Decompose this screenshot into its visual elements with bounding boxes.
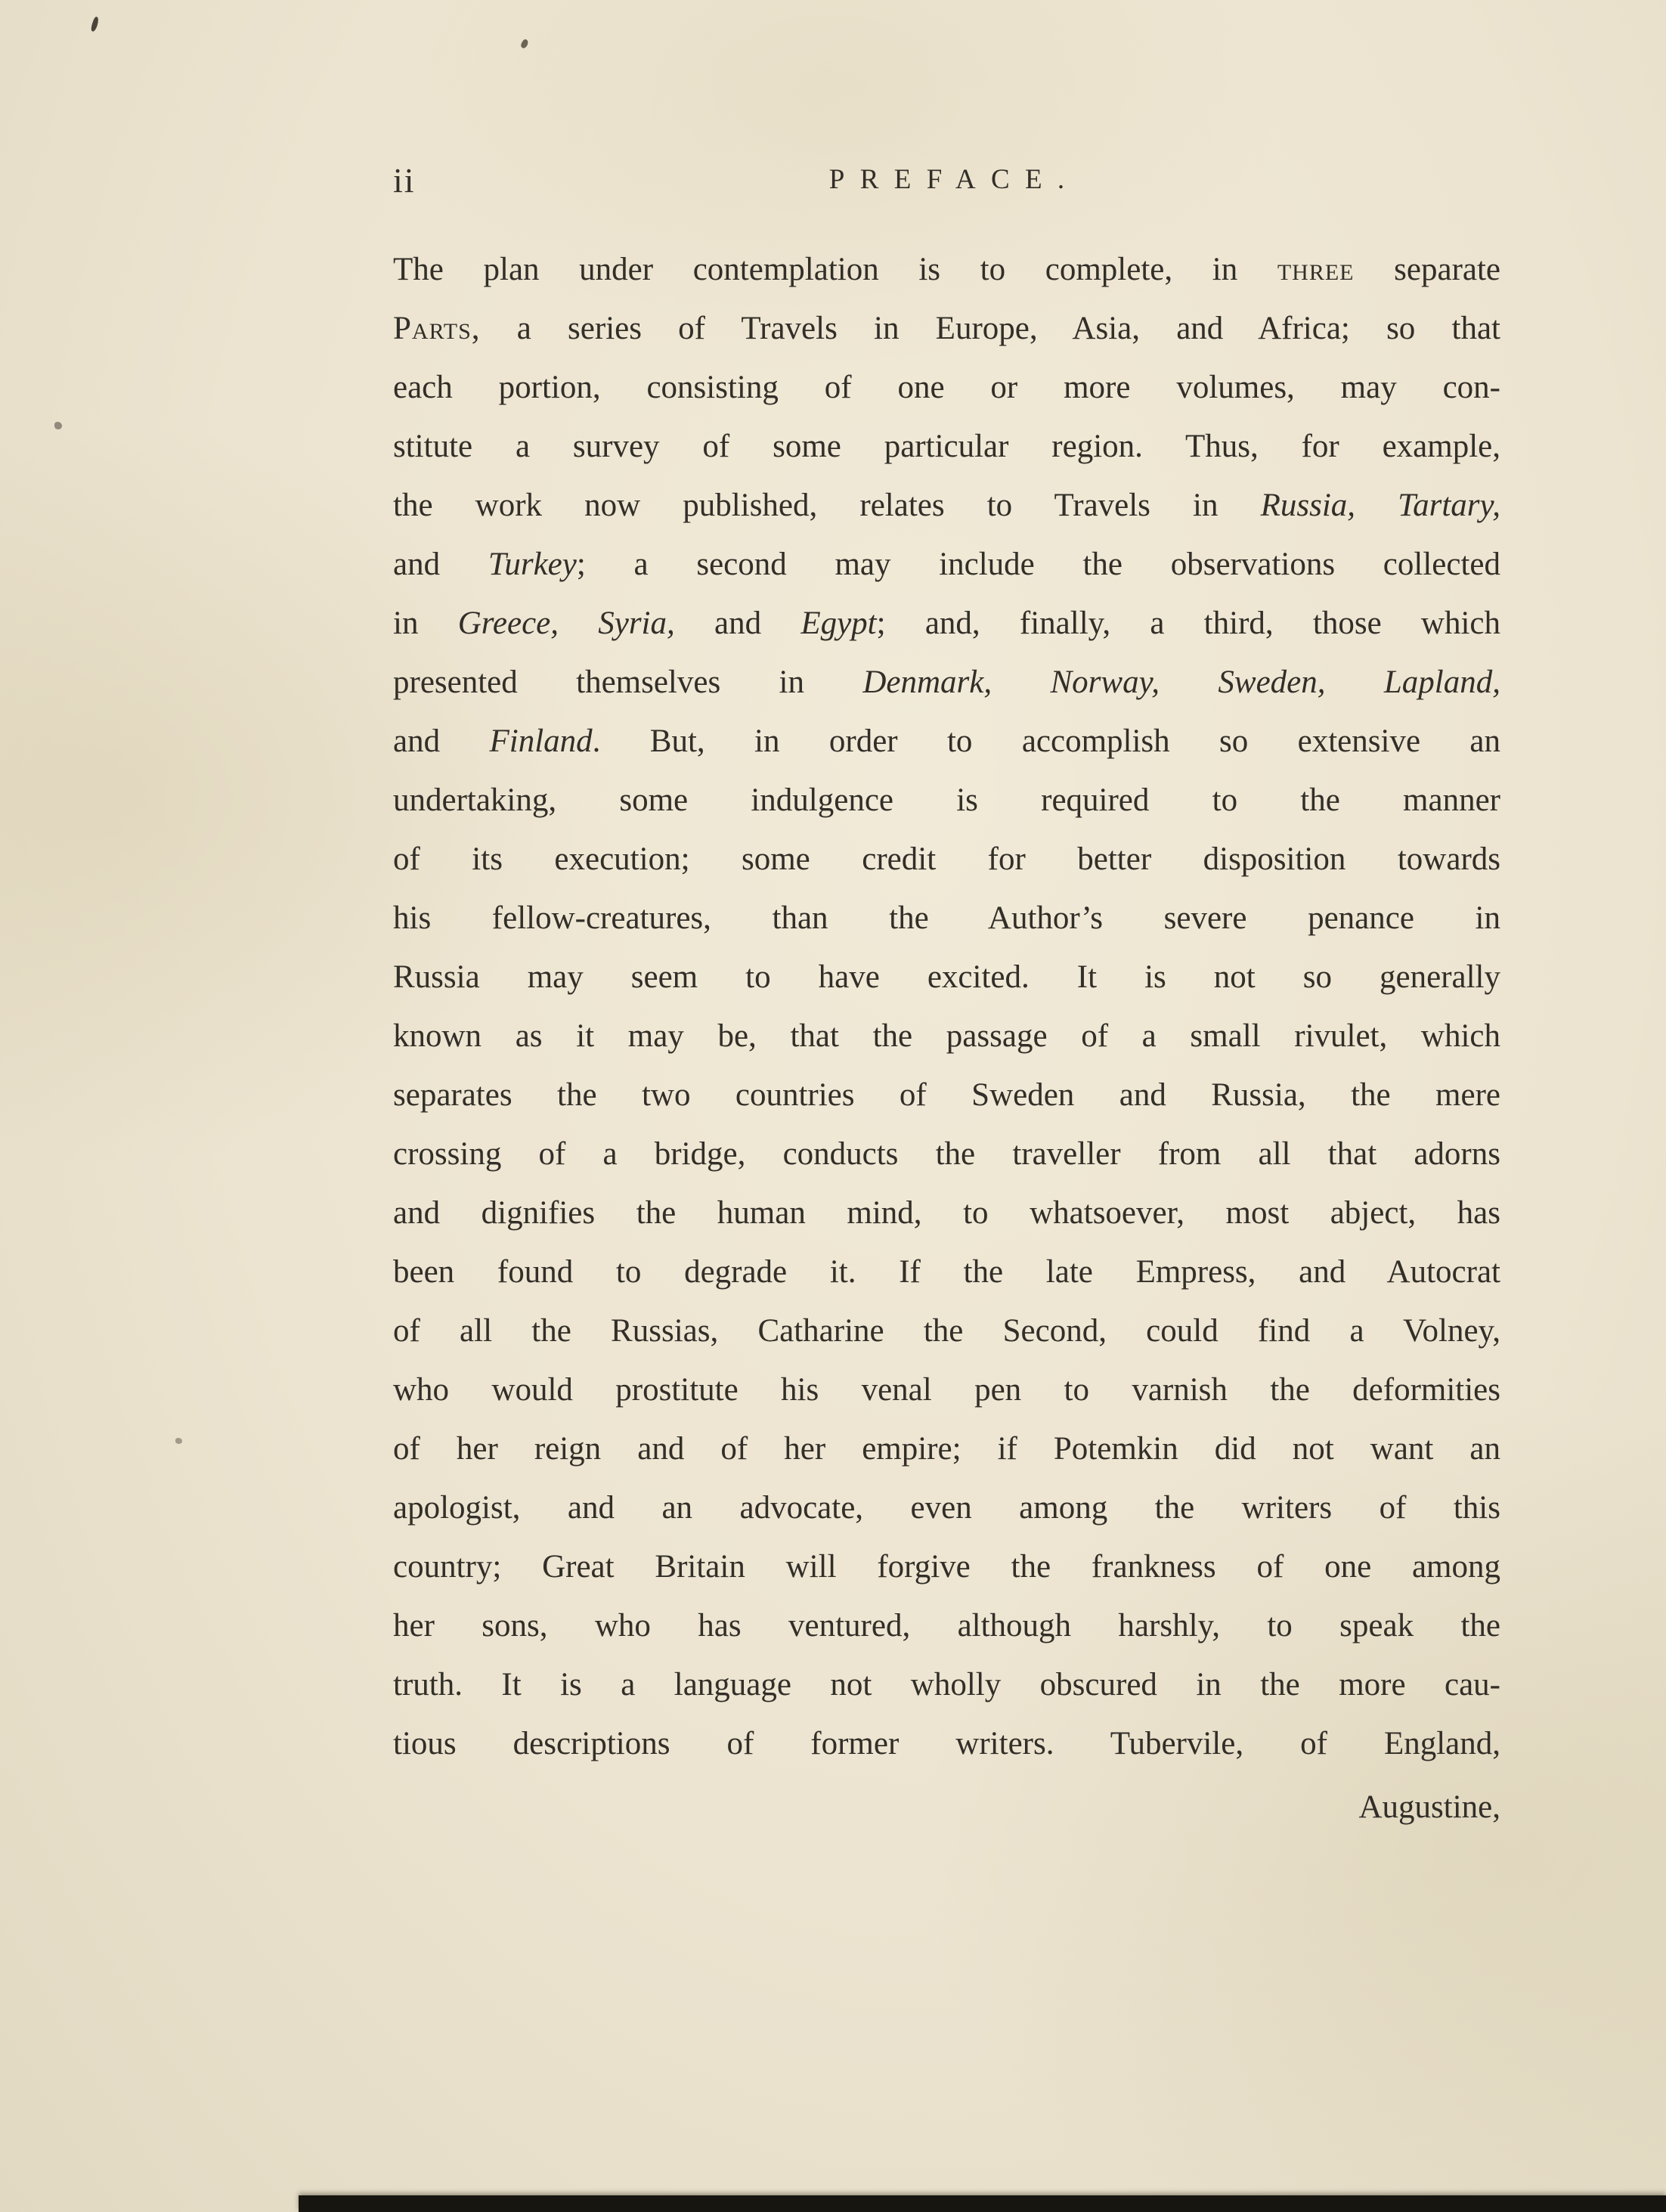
ink-speck <box>54 422 62 429</box>
catchword-row <box>393 1778 1500 1837</box>
body-text <box>393 240 1500 1774</box>
text-line: in Greece, Syria, and Egypt; and, finally, a third, those which <box>393 606 1500 641</box>
ink-speck <box>520 39 530 49</box>
text-line: presented themselves in Denmark, Norway, Sweden, Lapland, <box>393 665 1500 700</box>
catchword: Augustine, <box>1358 1789 1500 1825</box>
ink-speck <box>90 16 100 32</box>
text-line: been found to degrade it. If the late Empress, and Autocrat <box>393 1254 1500 1290</box>
text-line: of all the Russias, Catharine the Second, could find a Volney, <box>393 1313 1500 1349</box>
text-line: stitute a survey of some particular region. Thus, for example, <box>393 429 1500 464</box>
text-line: and dignifies the human mind, to whatsoever, most abject, has <box>393 1195 1500 1231</box>
text-line: of her reign and of her empire; if Potemkin did not want an <box>393 1431 1500 1467</box>
text-line: and Finland. But, in order to accomplish so extensive an <box>393 723 1500 759</box>
text-line: country; Great Britain will forgive the frankness of one among <box>393 1549 1500 1585</box>
text-line: tious descriptions of former writers. Tubervile, of England, <box>393 1726 1500 1761</box>
page-header-row <box>393 156 1500 209</box>
text-line: who would prostitute his venal pen to varnish the deformities <box>393 1372 1500 1408</box>
text-line: known as it may be, that the passage of a small rivulet, which <box>393 1018 1500 1054</box>
text-line: apologist, and an advocate, even among the writers of this <box>393 1490 1500 1526</box>
page-number: ii <box>393 161 416 200</box>
text-line: The plan under contemplation is to complete, in three separate <box>393 252 1500 287</box>
text-line: each portion, consisting of one or more volumes, may con- <box>393 370 1500 405</box>
text-line: her sons, who has ventured, although harshly, to speak the <box>393 1608 1500 1644</box>
text-line: separates the two countries of Sweden and Russia, the mere <box>393 1077 1500 1113</box>
text-line: the work now published, relates to Travels in Russia, Tartary, <box>393 488 1500 523</box>
text-line: his fellow-creatures, than the Author’s severe penance in <box>393 900 1500 936</box>
running-head: PREFACE. <box>828 164 1080 195</box>
text-line: crossing of a bridge, conducts the traveller from all that adorns <box>393 1136 1500 1172</box>
scan-edge-artifact <box>299 2195 1666 2212</box>
ink-speck <box>175 1438 182 1444</box>
text-line: undertaking, some indulgence is required to the manner <box>393 782 1500 818</box>
text-line: of its execution; some credit for better disposition towards <box>393 841 1500 877</box>
text-line: Russia may seem to have excited. It is not so generally <box>393 959 1500 995</box>
text-line: and Turkey; a second may include the observations collected <box>393 547 1500 582</box>
text-line: truth. It is a language not wholly obscured in the more cau- <box>393 1667 1500 1702</box>
text-line: Parts, a series of Travels in Europe, Asia, and Africa; so that <box>393 311 1500 346</box>
